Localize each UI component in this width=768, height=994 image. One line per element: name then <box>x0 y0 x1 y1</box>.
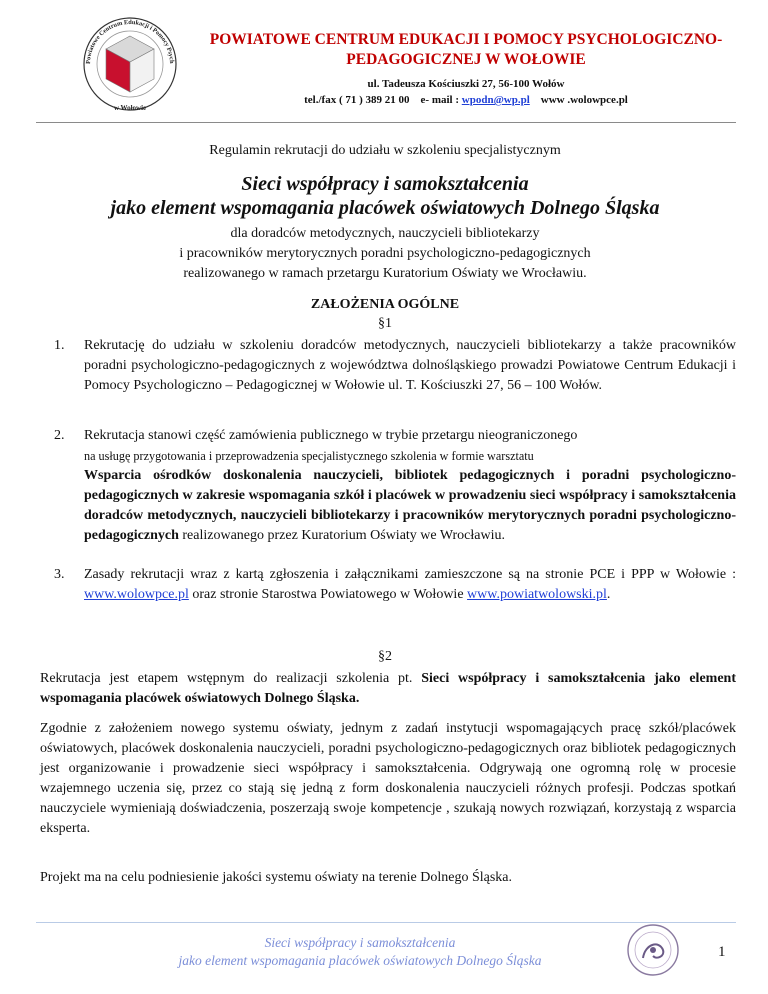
wolowpce-link[interactable]: www.wolowpce.pl <box>84 587 189 602</box>
email-label: e- mail : <box>420 94 460 106</box>
phone-number: tel./fax ( 71 ) 389 21 00 <box>304 94 410 106</box>
email-link[interactable]: wpodn@wp.pl <box>461 94 530 106</box>
list-item <box>54 336 736 396</box>
regulation-title: Regulamin rekrutacji do udziału w szkoleniu specjalistycznym <box>209 143 561 158</box>
list-item <box>54 426 736 546</box>
paragraph-mark-2: §2 <box>378 649 392 664</box>
main-title <box>40 172 730 220</box>
list-item-text: na usługę przygotowania i przeprowadzenia specjalistycznego szkolenia w formie warsztatu <box>84 449 534 463</box>
subtitle-line: realizowanego w ramach przetargu Kuratorium Oświaty we Wrocławiu. <box>183 266 587 281</box>
paragraph-text: Rekrutacja jest etapem wstępnym do realizacji szkolenia pt. <box>40 671 422 686</box>
list-item-number: 3. <box>54 567 65 582</box>
footer-line1: Sieci współpracy i samokształcenia <box>264 935 456 950</box>
page-number: 1 <box>718 944 726 960</box>
paragraph-2-text <box>40 669 736 709</box>
institution-logo <box>80 6 180 116</box>
institution-name-line2: PEDAGOGICZNEJ W WOŁOWIE <box>346 51 586 68</box>
footer-text <box>120 934 600 970</box>
subtitle-line: dla doradców metodycznych, nauczycieli bibliotekarzy <box>230 226 540 241</box>
header-divider <box>36 122 736 123</box>
subtitle <box>40 224 730 284</box>
list-item-text: realizowanego przez Kuratorium Oświaty we Wrocławiu. <box>178 528 505 543</box>
list-item-number: 2. <box>54 428 65 443</box>
paragraph-bold-text: Sieci współpracy i samokształcenia jako element wspomagania placówek oświatowych Dolnego Śląska. <box>40 671 736 706</box>
list-item-text: oraz stronie Starostwa Powiatowego w Wołowie <box>188 587 468 602</box>
institution-contact <box>196 92 736 108</box>
list-item-text: Zasady rekrutacji wraz z kartą zgłoszenia i załącznikami zamieszczone są na stronie PCE i PPP w Wołowie : <box>84 567 736 582</box>
list-item-number: 1. <box>54 338 65 353</box>
institution-address: ul. Tadeusza Kościuszki 27, 56-100 Wołów <box>367 78 565 90</box>
body-paragraph: Zgodnie z założeniem nowego systemu oświaty, jednym z zadań instytucji wspomagających pracę szkół/placówek oświatowych, placówek doskonalenia nauczycieli, poradni psychologiczno-pedagogicznych oraz bibliotek pedagogicznych jest organizowanie i prowadzenie sieci współpracy i samokształcenia. Odgrywają one ogromną rolę w procesie wzajemnego uczenia się, przez co stają się jedną z form doskonalenia nauczycieli różnych profesji. Podczas spotkań nauczyciele wymieniają doświadczenia, poszerzają swoje kompetencje , szukają nowych rozwiązań, korzystają z wsparcia eksperta. <box>40 721 736 836</box>
list-item <box>54 565 736 605</box>
project-paragraph: Projekt ma na celu podniesienie jakości systemu oświaty na terenie Dolnego Śląska. <box>40 870 512 885</box>
list-item-text: Rekrutację do udziału w szkoleniu doradców metodycznych, nauczycieli bibliotekarzy a także pracowników poradni psychologiczno-pedagogicznych z województwa dolnośląskiego prowadzi Powiatowe Centrum Edukacji i Pomocy Psychologiczno – Pedagogicznej w Wołowie ul. T. Kościuszki 27, 56 – 100 Wołów. <box>84 338 736 393</box>
main-title-line1: Sieci współpracy i samokształcenia <box>241 173 529 195</box>
logo-bottom-text: w Wołowie <box>113 104 147 112</box>
powiatwolowski-link[interactable]: www.powiatwolowski.pl <box>467 587 607 602</box>
main-title-line2: jako element wspomagania placówek oświatowych Dolnego Śląska <box>110 197 660 219</box>
list-item-text: . <box>606 587 611 602</box>
section-heading: ZAŁOŻENIA OGÓLNE <box>310 297 460 312</box>
list-item-text: Rekrutacja stanowi część zamówienia publicznego w trybie przetargu nieograniczonego <box>84 428 578 443</box>
paragraph-mark-1: §1 <box>378 316 392 331</box>
logo-ring-text: Powiatowe Centrum Edukacji i Pomocy Psych <box>84 18 176 65</box>
list-item-bold-text: Wsparcia ośrodków doskonalenia nauczycieli, bibliotek pedagogicznych i poradni psychologiczno-pedagogicznych w zakresie wspomagania szkół i placówek w prowadzeniu sieci współpracy i samokształcenia doradców metodycznych, nauczycieli bibliotekarzy i pracowników merytorycznych poradni psychologiczno-pedagogicznych <box>84 468 736 543</box>
website-text: www .wolowpce.pl <box>540 94 628 106</box>
subtitle-line: i pracowników merytorycznych poradni psychologiczno-pedagogicznych <box>179 246 591 261</box>
footer-line2: jako element wspomagania placówek oświatowych Dolnego Śląska <box>178 953 542 968</box>
institution-name <box>196 30 736 70</box>
institution-name-line1: POWIATOWE CENTRUM EDUKACJI I POMOCY PSYCHOLOGICZNO- <box>209 31 723 48</box>
footer-logo <box>625 922 681 978</box>
